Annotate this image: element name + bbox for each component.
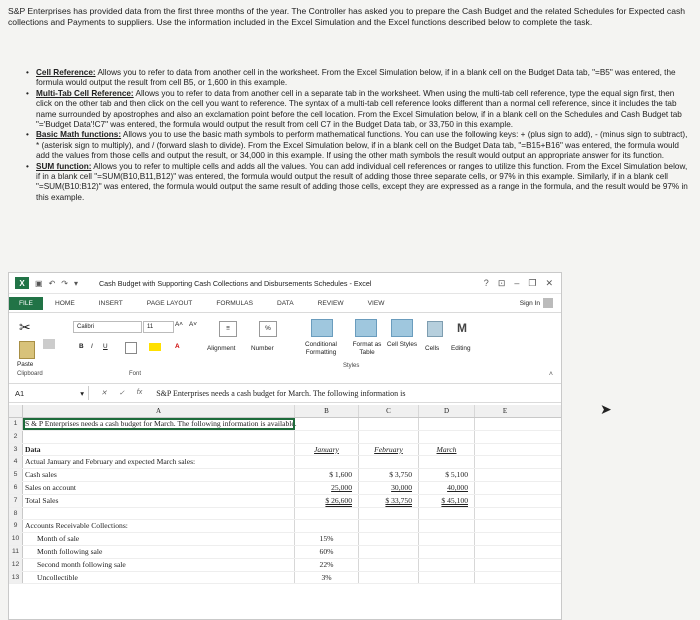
column-header-c[interactable]: C (359, 405, 419, 417)
paste-button[interactable]: Paste (17, 361, 34, 368)
table-row (9, 533, 561, 546)
cell-a[interactable]: Accounts Receivable Collections: (23, 520, 295, 532)
cell-b[interactable]: $ 26,600 (295, 495, 359, 507)
cell-e[interactable] (475, 418, 535, 430)
bullet-basic-math (26, 130, 688, 161)
cell-b[interactable]: 3% (295, 572, 359, 584)
cell-e[interactable] (475, 444, 535, 456)
chevron-down-icon: ▾ (80, 388, 84, 398)
close-icon[interactable]: ✕ (545, 277, 553, 288)
cell-b[interactable]: 25,000 (295, 482, 359, 494)
formula-buttons (101, 389, 142, 397)
sign-in[interactable] (520, 298, 553, 308)
cell-e[interactable] (475, 431, 535, 443)
ribbon-display-icon[interactable]: ⊡ (497, 277, 506, 288)
cell-c[interactable]: 30,000 (359, 482, 419, 494)
tab-review[interactable]: REVIEW (317, 299, 344, 307)
font-group-label: Font (129, 371, 142, 377)
bullet-multi-tab (26, 89, 688, 131)
bullet-text: Allows you to refer to data from another cell in a separate tab in the worksheet. When using the multi-tab cell reference, type the equal sign first, then click on the other tab and then click on the cell you want to reference. The syntax of a multi-tab cell reference looks different than a normal cell reference, since it includes the tab name surrounded by apostrophes and also an exclamation point before the cell location. From the Excel Simulation below, if in a blank cell on the Schedules and Cash Budget tab "='Budget Data'!C7" was entered, the formula would output the result from cell C7 in the Budget Data tab, or 33,750 in this example. (36, 88, 682, 130)
cell-c[interactable] (359, 533, 419, 545)
cell-c[interactable] (359, 431, 419, 443)
avatar (543, 298, 553, 308)
table-row (9, 572, 561, 585)
enter-icon[interactable]: ✓ (118, 390, 125, 397)
cells-button[interactable]: Cells (425, 345, 440, 352)
grid-rows (9, 418, 561, 584)
cell-c[interactable] (359, 418, 419, 430)
cell-a[interactable]: S & P Enterprises needs a cash budget for March. The following information is available. (25, 419, 297, 428)
number-button[interactable]: Number (251, 345, 274, 352)
format-as-table-button[interactable]: Format as Table (352, 341, 382, 356)
styles-group-label: Styles (343, 363, 360, 369)
cell-a[interactable]: Sales on account (23, 482, 295, 494)
table-row (9, 520, 561, 533)
find-icon[interactable]: M (457, 321, 467, 335)
cell-e[interactable] (475, 456, 535, 468)
tab-insert[interactable]: INSERT (98, 299, 123, 307)
clipboard-group-label: Clipboard (17, 371, 43, 377)
customize-icon[interactable]: ▾ (73, 278, 78, 288)
cell-d[interactable] (419, 559, 475, 571)
cell-d[interactable]: $ 5,100 (419, 469, 475, 481)
table-row (9, 456, 561, 469)
underline-button[interactable]: U (103, 343, 108, 350)
cell-b[interactable] (295, 418, 359, 430)
tab-file[interactable]: FILE (9, 297, 43, 310)
cell-b[interactable] (295, 520, 359, 532)
intro-paragraph: S&P Enterprises has provided data from the first three months of the year. The Controller has asked you to prepare the Cash Budget and the related Schedules for Expected cash collections and Payments to suppliers. Use the information included in the Excel Simulation and the Excel functions described below to complete the task. (8, 6, 686, 27)
conditional-formatting-icon[interactable] (311, 319, 333, 337)
cell-a[interactable] (23, 508, 295, 520)
cell-b[interactable]: 60% (295, 546, 359, 558)
cell-b[interactable] (295, 456, 359, 468)
table-row (9, 418, 561, 431)
cell-d[interactable] (419, 520, 475, 532)
font-color-icon[interactable]: A (175, 343, 180, 350)
cell-c[interactable] (359, 546, 419, 558)
cell-a[interactable]: Total Sales (23, 495, 295, 507)
cell-e[interactable] (475, 482, 535, 494)
cell-e[interactable] (475, 495, 535, 507)
cell-d[interactable]: March (419, 444, 475, 456)
cell-e[interactable] (475, 546, 535, 558)
cell-a[interactable] (23, 431, 295, 443)
table-row (9, 431, 561, 444)
bullet-sum (26, 162, 688, 204)
row-header[interactable]: 5 (9, 469, 23, 481)
table-row (9, 495, 561, 508)
bullet-term: Basic Math functions: (36, 130, 122, 140)
tab-formulas[interactable]: FORMULAS (216, 299, 253, 307)
cell-c[interactable] (359, 572, 419, 584)
cell-a[interactable]: Month following sale (23, 546, 295, 558)
spreadsheet-grid (9, 405, 561, 584)
cell-a[interactable]: Second month following sale (23, 559, 295, 571)
document-title: Cash Budget with Supporting Cash Collections and Disbursements Schedules - Excel (98, 278, 372, 288)
cell-b[interactable] (295, 431, 359, 443)
formula-bar (9, 384, 561, 403)
ribbon (9, 313, 561, 384)
cell-b[interactable]: $ 1,600 (295, 469, 359, 481)
cell-e[interactable] (475, 469, 535, 481)
row-header[interactable]: 4 (9, 456, 23, 468)
tab-view[interactable]: VIEW (367, 299, 385, 307)
cell-d[interactable] (419, 546, 475, 558)
column-header-e[interactable]: E (502, 407, 508, 415)
save-icon[interactable]: ▣ (35, 278, 43, 288)
row-header[interactable]: 13 (9, 572, 23, 584)
sign-in-label: Sign In (519, 299, 540, 307)
scissors-icon[interactable]: ✂ (19, 319, 31, 335)
row-header[interactable]: 2 (9, 431, 23, 443)
bullet-term: Multi-Tab Cell Reference: (36, 88, 134, 98)
row-header[interactable]: 7 (9, 495, 23, 507)
excel-logo-icon: X (15, 277, 29, 289)
table-row (9, 469, 561, 482)
cell-d[interactable] (419, 456, 475, 468)
bullet-term: Cell Reference: (36, 68, 96, 77)
italic-button[interactable]: I (91, 343, 93, 350)
bullet-term: SUM function: (36, 161, 92, 171)
column-header-a[interactable]: A (23, 405, 295, 417)
font-name-select[interactable]: Calibri (73, 321, 142, 333)
excel-window (8, 272, 562, 620)
select-all-corner[interactable] (9, 405, 23, 417)
percent-icon[interactable]: % (259, 321, 277, 337)
tab-home[interactable]: HOME (54, 299, 75, 307)
font-size-select[interactable]: 11 (143, 321, 174, 333)
cell-a[interactable]: Cash sales (23, 469, 295, 481)
row-header[interactable]: 11 (9, 546, 23, 558)
restore-icon[interactable]: ❐ (528, 277, 537, 288)
clipboard-icon[interactable] (19, 341, 35, 359)
redo-icon[interactable]: ↷ (61, 278, 68, 288)
alignment-button[interactable]: Alignment (207, 345, 236, 352)
tab-data[interactable]: DATA (276, 299, 294, 307)
row-header[interactable]: 1 (9, 418, 23, 430)
table-row (9, 559, 561, 572)
cell-d[interactable] (419, 431, 475, 443)
column-headers (9, 405, 561, 418)
cell-e[interactable] (475, 533, 535, 545)
cell-c[interactable]: $ 3,750 (359, 469, 419, 481)
cell-d[interactable]: 40,000 (419, 482, 475, 494)
cell-styles-icon[interactable] (391, 319, 413, 337)
bold-button[interactable]: B (79, 343, 84, 350)
row-header[interactable]: 3 (9, 444, 23, 456)
cell-c[interactable]: $ 33,750 (359, 495, 419, 507)
cell-a[interactable]: Uncollectible (23, 572, 295, 584)
cell-c[interactable] (359, 456, 419, 468)
ribbon-tabs (9, 294, 561, 313)
cell-d[interactable] (419, 572, 475, 584)
editing-button[interactable]: Editing (451, 345, 471, 352)
title-bar (9, 273, 561, 294)
table-row (9, 508, 561, 521)
help-icon[interactable]: ? (483, 277, 489, 288)
cell-e[interactable] (475, 508, 535, 520)
grow-font-button[interactable]: A˄ (175, 321, 183, 328)
row-header[interactable]: 12 (9, 559, 23, 571)
mouse-cursor-icon: ➤ (600, 401, 612, 417)
bullet-cell-reference (26, 68, 688, 89)
cell-b[interactable] (295, 508, 359, 520)
cells-icon[interactable] (427, 321, 443, 337)
undo-icon[interactable]: ↶ (48, 278, 56, 288)
name-box-value: A1 (15, 388, 25, 398)
minimize-icon[interactable]: – (514, 277, 520, 288)
window-controls (484, 278, 561, 289)
cell-c[interactable] (359, 559, 419, 571)
bullet-text: Allows you to use the basic math symbols to perform mathematical functions. You can use the following keys: + (plus sign to add), - (minus sign to subtract), * (asterisk sign to multiply), and / (forward slash to divide). From the Excel Simulation below, if in a blank cell on the Budget Data tab, "=B15+B16" was entered, the formula would add the values from those cells and output the result, or 34,000 in this example. If using the other math symbols the result would output an appropriate answer for its function. (36, 130, 688, 161)
cancel-icon[interactable]: ✕ (101, 390, 107, 397)
conditional-formatting-button[interactable]: Conditional Formatting (305, 341, 337, 356)
cell-e[interactable] (475, 572, 535, 584)
insert-function-icon[interactable]: fx (136, 389, 143, 396)
alignment-icon[interactable]: ≡ (219, 321, 237, 337)
row-header[interactable]: 9 (9, 520, 23, 532)
cell-d[interactable] (419, 508, 475, 520)
row-header[interactable]: 8 (9, 508, 23, 520)
row-header[interactable]: 10 (9, 533, 23, 545)
cell-styles-button[interactable]: Cell Styles (386, 341, 418, 348)
cell-d[interactable]: $ 45,100 (419, 495, 475, 507)
bullet-text: Allows you to refer to data from another cell in the worksheet. From the Excel Simulation below, if in a blank cell on the Budget Data tab, "=B5" was entered, the formula would output the result from cell B5, or 1,600 in this example. (36, 68, 676, 88)
cell-d[interactable] (419, 418, 475, 430)
name-box[interactable] (9, 386, 89, 400)
cell-a[interactable]: Data (23, 444, 295, 456)
cell-c[interactable]: February (359, 444, 419, 456)
format-table-icon[interactable] (355, 319, 377, 337)
fill-color-icon[interactable] (149, 343, 161, 351)
tab-page-layout[interactable]: PAGE LAYOUT (146, 299, 193, 307)
cell-d[interactable] (419, 533, 475, 545)
table-row (9, 546, 561, 559)
borders-icon[interactable] (125, 342, 137, 354)
table-row (9, 482, 561, 495)
cell-a[interactable]: Actual January and February and expected March sales: (23, 456, 295, 468)
cell-b[interactable]: 15% (295, 533, 359, 545)
bullet-text: Allows you to refer to multiple cells and adds all the values. You can add individual cell references or ranges to utilize this function. From the Excel Simulation below, if in a blank cell "=SUM(B10,B11,B12)" was entered, the formula would output the result of adding those three separate cells, or 97% in this example. Similarly, if in a blank cell "=SUM(B10:B12)" was entered, the formula would output the same result of adding those cells, except they are expressed as a range in the formula, and the result would be 97% in this example. (36, 161, 688, 202)
cell-b[interactable]: 22% (295, 559, 359, 571)
cell-e[interactable] (475, 559, 535, 571)
formula-input[interactable]: S&P Enterprises needs a cash budget for March. The following information is (156, 388, 406, 398)
copy-icon[interactable] (43, 339, 55, 349)
cell-a[interactable]: Month of sale (23, 533, 295, 545)
cell-e[interactable] (475, 520, 535, 532)
column-header-d[interactable]: D (419, 405, 475, 417)
row-header[interactable]: 6 (9, 482, 23, 494)
collapse-ribbon-icon[interactable]: ˄ (548, 371, 553, 378)
cell-b[interactable]: January (295, 444, 359, 456)
function-list (26, 68, 688, 203)
cell-c[interactable] (359, 520, 419, 532)
table-row (9, 444, 561, 457)
column-header-b[interactable]: B (295, 405, 359, 417)
cell-c[interactable] (359, 508, 419, 520)
shrink-font-button[interactable]: A˅ (189, 321, 197, 328)
